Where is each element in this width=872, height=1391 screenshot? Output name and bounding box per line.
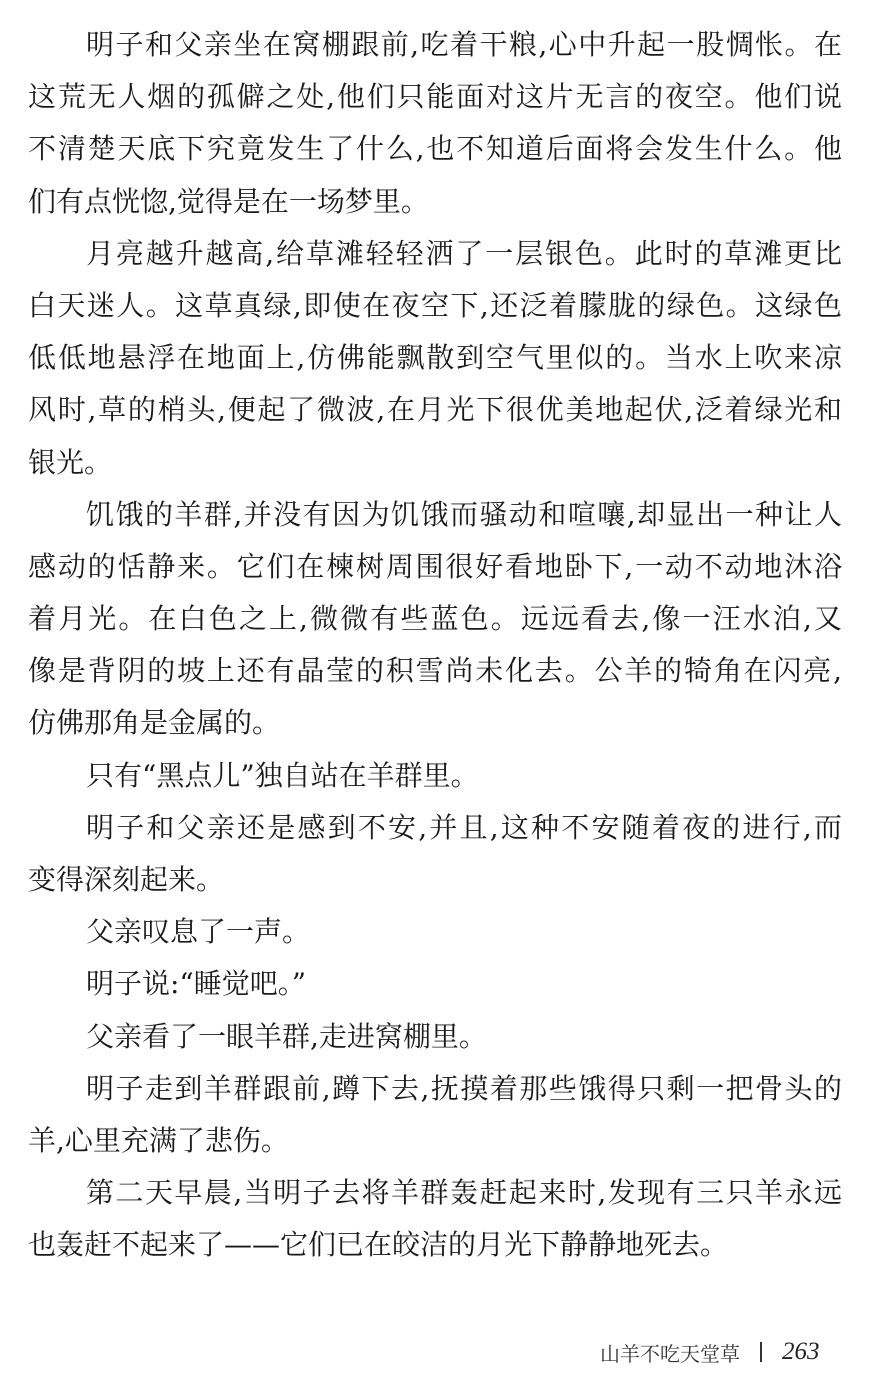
text-line: 风时,草的梢头,便起了微波,在月光下很优美地起伏,泛着绿光和 xyxy=(28,393,842,427)
text-line: 这荒无人烟的孤僻之处,他们只能面对这片无言的夜空。他们说 xyxy=(28,80,842,114)
paragraph xyxy=(28,489,842,750)
text-line: 感动的恬静来。它们在楝树周围很好看地卧下,一动不动地沐浴 xyxy=(28,549,842,583)
text-line: 明子说:“睡觉吧。” xyxy=(86,967,307,1001)
text-line: 父亲看了一眼羊群,走进窝棚里。 xyxy=(86,1019,487,1053)
text-line: 只有“黑点儿”独自站在羊群里。 xyxy=(86,758,479,792)
text-line: 羊,心里充满了悲伤。 xyxy=(28,1123,289,1157)
text-line: 不清楚天底下究竟发生了什么,也不知道后面将会发生什么。他 xyxy=(28,132,842,166)
page-footer xyxy=(600,1334,820,1370)
paragraph xyxy=(28,750,842,802)
paragraph xyxy=(28,19,842,228)
paragraph xyxy=(28,1063,842,1167)
paragraph xyxy=(28,906,842,958)
text-line: 明子和父亲坐在窝棚跟前,吃着干粮,心中升起一股惆怅。在 xyxy=(86,28,842,61)
text-line: 银光。 xyxy=(28,445,113,479)
text-line: 月亮越升越高,给草滩轻轻洒了一层银色。此时的草滩更比 xyxy=(86,236,842,270)
text-line: 低低地悬浮在地面上,仿佛能飘散到空气里似的。当水上吹来凉 xyxy=(28,341,842,375)
paragraph xyxy=(28,228,842,489)
paragraph xyxy=(28,1167,842,1271)
text-line: 仿佛那角是金属的。 xyxy=(28,706,281,740)
text-line: 父亲叹息了一声。 xyxy=(86,915,311,949)
footer-divider xyxy=(760,1342,762,1362)
paragraph xyxy=(28,802,842,906)
page-number: 263 xyxy=(782,1338,820,1365)
text-line: 饥饿的羊群,并没有因为饥饿而骚动和喧嚷,却显出一种让人 xyxy=(86,497,842,531)
paragraph xyxy=(28,958,842,1010)
text-line: 们有点恍惚,觉得是在一场梦里。 xyxy=(28,184,429,218)
book-title: 山羊不吃天堂草 xyxy=(600,1341,740,1366)
text-line: 明子走到羊群跟前,蹲下去,抚摸着那些饿得只剩一把骨头的 xyxy=(86,1071,842,1105)
text-line: 明子和父亲还是感到不安,并且,这种不安随着夜的进行,而 xyxy=(86,810,842,844)
text-line: 白天迷人。这草真绿,即使在夜空下,还泛着朦胧的绿色。这绿色 xyxy=(28,288,842,322)
paragraph xyxy=(28,1011,842,1063)
text-line: 第二天早晨,当明子去将羊群轰赶起来时,发现有三只羊永远 xyxy=(86,1176,842,1210)
text-line: 像是背阴的坡上还有晶莹的积雪尚未化去。公羊的犄角在闪亮, xyxy=(28,654,842,688)
text-line: 变得深刻起来。 xyxy=(28,863,225,896)
body-text xyxy=(28,19,842,1272)
text-line: 也轰赶不起来了——它们已在皎洁的月光下静静地死去。 xyxy=(28,1228,729,1262)
text-line: 着月光。在白色之上,微微有些蓝色。远远看去,像一汪水泊,又 xyxy=(28,602,842,636)
